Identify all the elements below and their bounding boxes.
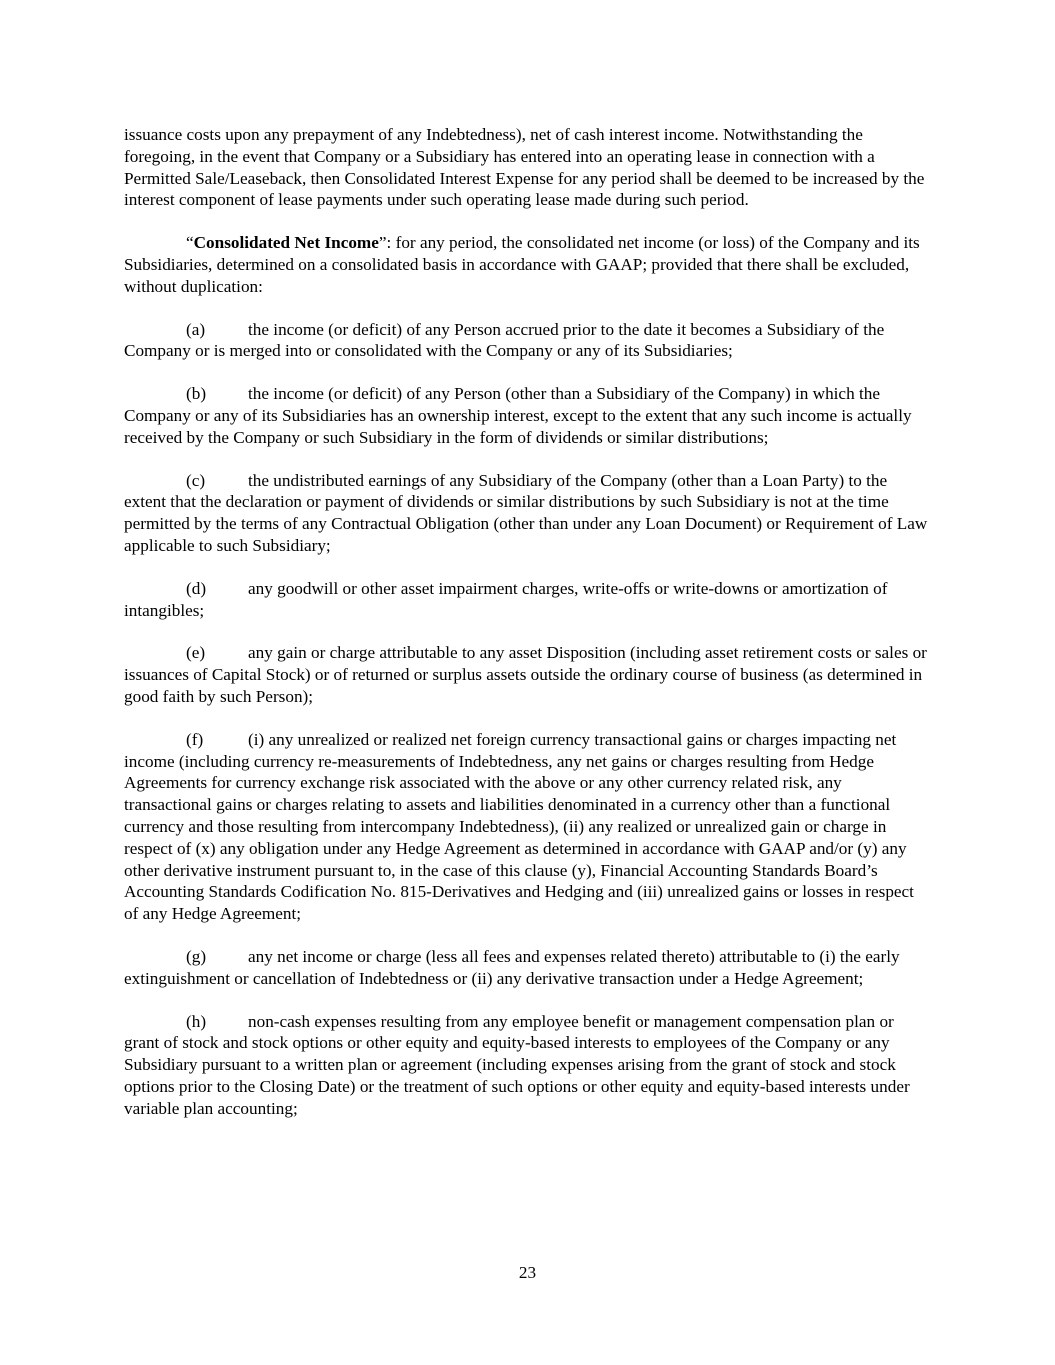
definition-paragraph [124,232,932,297]
definition-body: : for any period, the consolidated net income (or loss) of the Company and its Subsidiaries, determined on a consolidated basis in accordance with GAAP; provided that there shall be excluded, without duplication: [124,233,920,296]
clause-f [124,729,932,925]
clause-text: any goodwill or other asset impairment charges, write-offs or write-downs or amortization of intangibles; [124,578,888,620]
document-page [124,124,932,1140]
clause-label: (d) [186,578,207,598]
clause-label: (a) [186,319,206,339]
clause-a [124,319,932,363]
defined-term: Consolidated Net Income [193,233,379,253]
clause-text: the undistributed earnings of any Subsidiary of the Company (other than a Loan Party) to the extent that the declaration or payment of dividends or similar distributions by such Subsidiary is not at the time permitted by the terms of any Contractual Obligation (other than under any Loan Document) or Requirement of Law applicable to such Subsidiary; [124,470,928,555]
clause-label: (f) [186,729,204,749]
clause-text: the income (or deficit) of any Person accrued prior to the date it becomes a Subsidiary of the Company or is merged into or consolidated with the Company or any of its Subsidiaries; [124,319,885,361]
clause-e [124,642,932,707]
clause-label: (c) [186,470,206,490]
definition-close-quote: ” [378,233,387,253]
clause-text: any gain or charge attributable to any asset Disposition (including asset retirement costs or sales or issuances of Capital Stock) or of returned or surplus assets outside the ordinary course of business (as determined in good faith by such Person); [124,643,927,706]
clause-text: (i) any unrealized or realized net foreign currency transactional gains or charges impacting net income (including currency re-measurements of Indebtedness, any net gains or charges resulting from Hedge Agreements for currency exchange risk associated with the above or any other currency related risk, any transactional gains or charges relating to assets and liabilities denominated in a currency other than a functional currency and those resulting from intercompany Indebtedness), (ii) any realized or unrealized gain or charge in respect of (x) any obligation under any Hedge Agreement as determined in accordance with GAAP and/or (y) any other derivative instrument pursuant to, in the case of this clause (y), Financial Accounting Standards Board’s Accounting Standards Codification No. 815-Derivatives and Hedging and (iii) unrealized gains or losses in respect of any Hedge Agreement; [124,729,914,924]
clause-label: (b) [186,384,207,404]
clause-d [124,578,932,622]
clause-label: (e) [186,643,206,663]
page-number: 23 [518,1263,537,1282]
clause-text: non-cash expenses resulting from any employee benefit or management compensation plan or grant of stock and stock options or other equity and equity-based interests to employees of the Company or any Subsidiary pursuant to a written plan or agreement (including expenses arising from the grant of stock and stock options prior to the Closing Date) or the treatment of such options or other equity and equity-based interests under variable plan accounting; [124,1011,910,1118]
clause-text: any net income or charge (less all fees and expenses related thereto) attributable to (i) the early extinguishment or cancellation of Indebtedness or (ii) any derivative transaction under a Hedge Agreement; [124,946,900,988]
clause-label: (h) [186,1011,207,1031]
clause-label: (g) [186,946,207,966]
clause-b [124,383,932,448]
clause-text: the income (or deficit) of any Person (other than a Subsidiary of the Company) in which the Company or any of its Subsidiaries has an ownership interest, except to the extent that any such income is actually received by the Company or such Subsidiary in the form of dividends or similar distributions; [124,384,912,447]
clause-c [124,470,932,557]
clause-g [124,946,932,990]
definition-open-quote: “ [186,233,194,253]
clause-h [124,1011,932,1120]
continuation-paragraph: issuance costs upon any prepayment of any Indebtedness), net of cash interest income. Notwithstanding the foregoing, in the event that Company or a Subsidiary has entered into an operating lease in connection with a Permitted Sale/Leaseback, then Consolidated Interest Expense for any period shall be deemed to be increased by the interest component of lease payments under such operating lease made during such period. [124,125,925,210]
